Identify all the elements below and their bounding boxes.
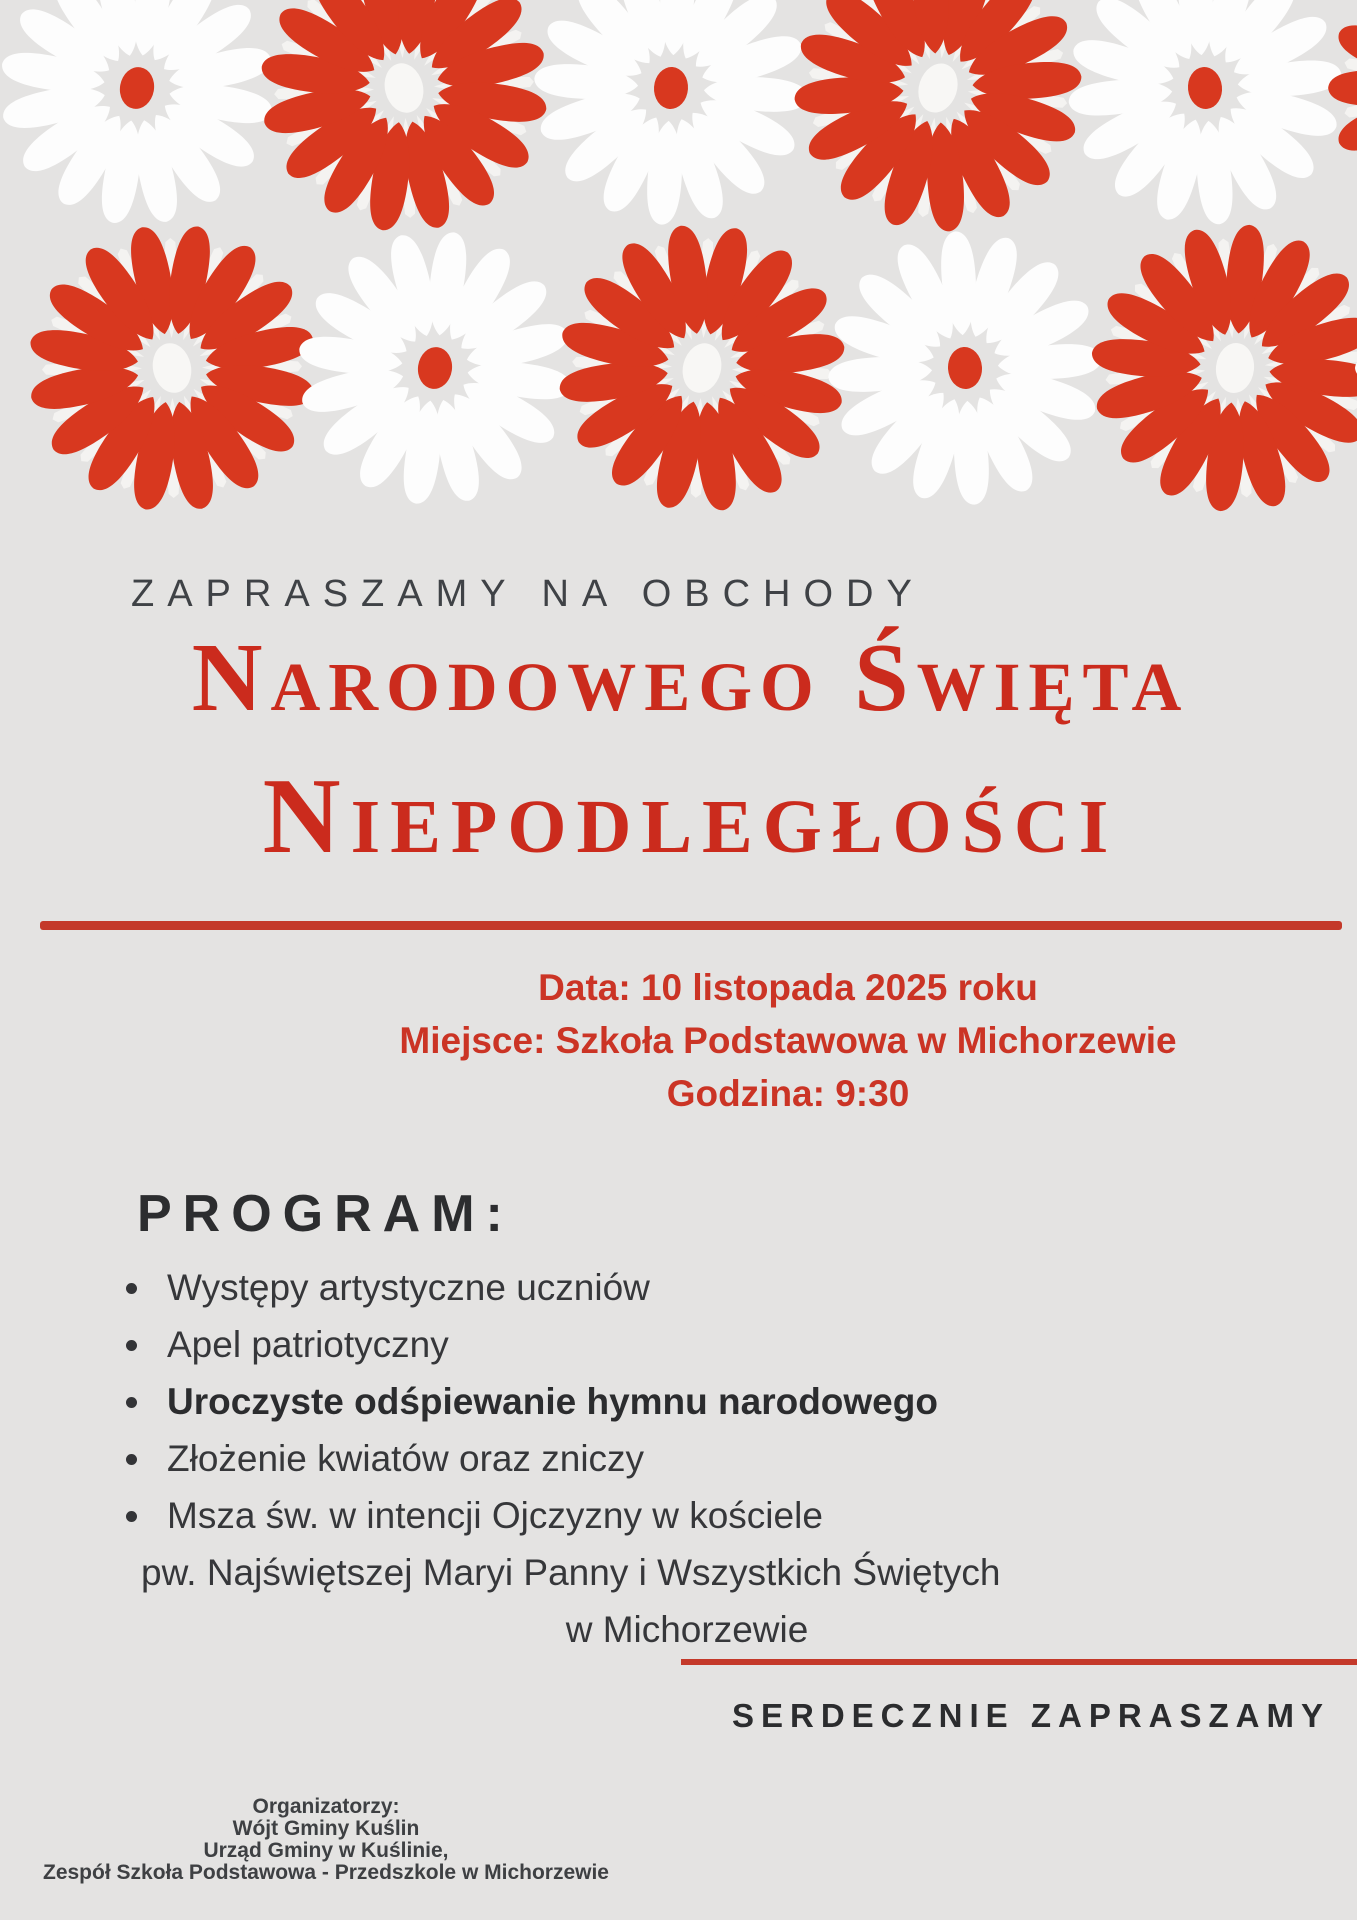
red-flower xyxy=(517,183,888,515)
bullet-icon xyxy=(126,1454,137,1465)
white-flower xyxy=(280,213,589,515)
page-title-line2: Niepodległości xyxy=(262,757,1119,876)
organizer-line: Wójt Gminy Kuślin xyxy=(232,1817,420,1840)
list-item-label: Złożenie kwiatów oraz zniczy xyxy=(167,1438,645,1479)
red-flower xyxy=(745,0,1130,281)
closing-text: SERDECZNIE ZAPRASZAMY xyxy=(731,1697,1330,1734)
list-item-label: Msza św. w intencji Ojczyzny w kościele xyxy=(167,1495,823,1536)
organizers-heading: Organizatorzy: xyxy=(252,1795,400,1818)
program-heading: PROGRAM: xyxy=(137,1185,514,1243)
list-item-label: Występy artystyczne uczniów xyxy=(167,1267,650,1308)
organizer-line: Urząd Gminy w Kuślinie, xyxy=(203,1839,449,1862)
list-item-label: Apel patriotyczny xyxy=(167,1324,449,1365)
organizers-block xyxy=(0,1796,652,1884)
list-item xyxy=(126,1316,1207,1373)
bullet-icon xyxy=(126,1283,137,1294)
program-list xyxy=(126,1259,1207,1658)
white-flower xyxy=(0,0,296,247)
bullet-icon xyxy=(126,1511,137,1522)
event-place: Miejsce: Szkoła Podstawowa w Michorzewie xyxy=(399,1020,1177,1061)
list-item xyxy=(126,1430,1207,1487)
divider-rule-bottom xyxy=(681,1659,1357,1665)
list-item xyxy=(126,1487,1207,1658)
invitation-subtitle: ZAPRASZAMY NA OBCHODY xyxy=(131,573,925,615)
white-flower xyxy=(819,222,1111,514)
list-item-continuation: w Michorzewie xyxy=(565,1609,809,1650)
red-flower xyxy=(219,0,590,273)
white-flower xyxy=(1054,0,1355,239)
divider-rule-top xyxy=(40,921,1342,930)
bullet-icon xyxy=(126,1340,137,1351)
list-item-continuation: pw. Najświętszej Maryi Panny i Wszystkich Świętych xyxy=(141,1552,1001,1593)
list-item xyxy=(126,1373,1207,1430)
event-details xyxy=(218,961,1357,1120)
event-date: Data: 10 listopada 2025 roku xyxy=(538,967,1038,1008)
list-item xyxy=(126,1259,1207,1316)
event-time: Godzina: 9:30 xyxy=(666,1073,910,1114)
flower-pattern-band xyxy=(0,0,1357,515)
white-flower xyxy=(525,0,817,234)
list-item-label: Uroczyste odśpiewanie hymnu narodowego xyxy=(167,1381,938,1422)
bullet-icon xyxy=(126,1397,137,1408)
red-flower xyxy=(1067,200,1357,515)
page-title-line1: Narodowego Święta xyxy=(191,624,1190,732)
organizer-line: Zespół Szkoła Podstawowa - Przedszkole w Michorzewie xyxy=(43,1861,609,1884)
